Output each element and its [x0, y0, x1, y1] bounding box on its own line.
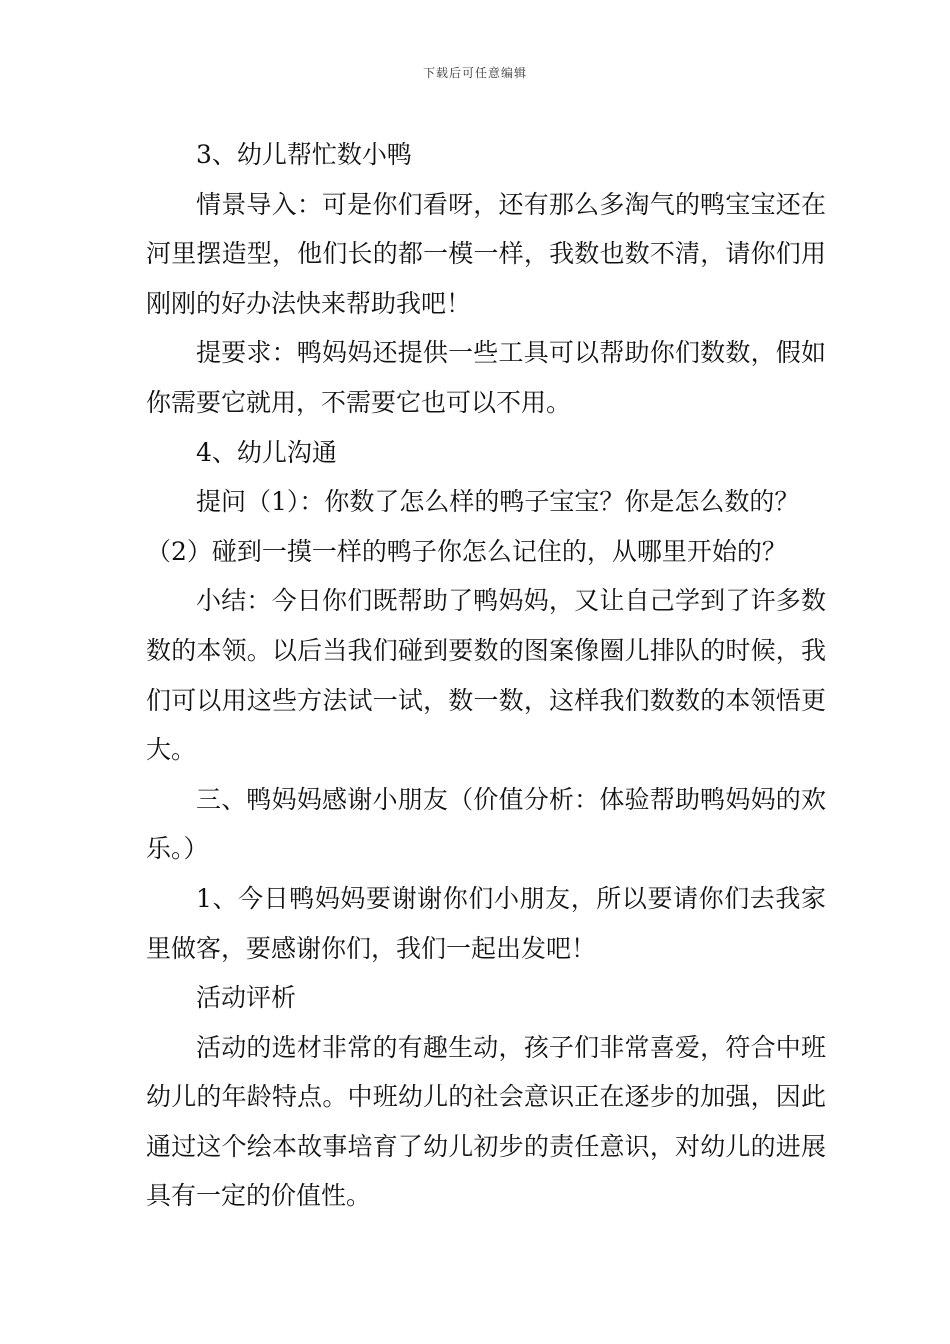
paragraph-question-2: （2）碰到一摸一样的鸭子你怎么记住的，从哪里开始的？ [146, 536, 787, 566]
paragraph-step-1: 1、今日鸭妈妈要谢谢你们小朋友，所以要请你们去我家里做客，要感谢你们，我们一起出发吧！ [146, 883, 826, 963]
paragraph-summary: 小结：今日你们既帮助了鸭妈妈，又让自己学到了许多数数的本领。以后当我们碰到要数的图案像圈儿排队的时候，我们可以用这些方法试一试，数一数，这样我们数数的本领悟更大。 [146, 586, 826, 765]
heading-evaluation: 活动评析 [196, 983, 297, 1013]
paragraph-question-1: 提问（1）：你数了怎么样的鸭子宝宝？你是怎么数的？ [196, 487, 800, 517]
paragraph-evaluation: 活动的选材非常的有趣生动，孩子们非常喜爱，符合中班幼儿的年龄特点。中班幼儿的社会意识正在逐步的加强，因此通过这个绘本故事培育了幼儿初步的责任意识，对幼儿的进展具有一定的价值性。 [146, 1032, 826, 1211]
paragraph-scenario-intro: 情景导入：可是你们看呀，还有那么多淘气的鸭宝宝还在河里摆造型，他们长的都一模一样，我数也数不清，请你们用刚刚的好办法快来帮助我吧！ [146, 189, 826, 318]
paragraph-requirements: 提要求：鸭妈妈还提供一些工具可以帮助你们数数，假如你需要它就用，不需要它也可以不用。 [146, 338, 826, 417]
document-body [146, 130, 826, 1221]
heading-step-4: 4、幼儿沟通 [196, 437, 337, 467]
heading-step-3: 3、幼儿帮忙数小鸭 [196, 140, 412, 169]
page-header: 下载后可任意编辑 [422, 66, 527, 80]
heading-section-3: 三、鸭妈妈感谢小朋友（价值分析：体验帮助鸭妈妈的欢乐。） [146, 784, 826, 864]
